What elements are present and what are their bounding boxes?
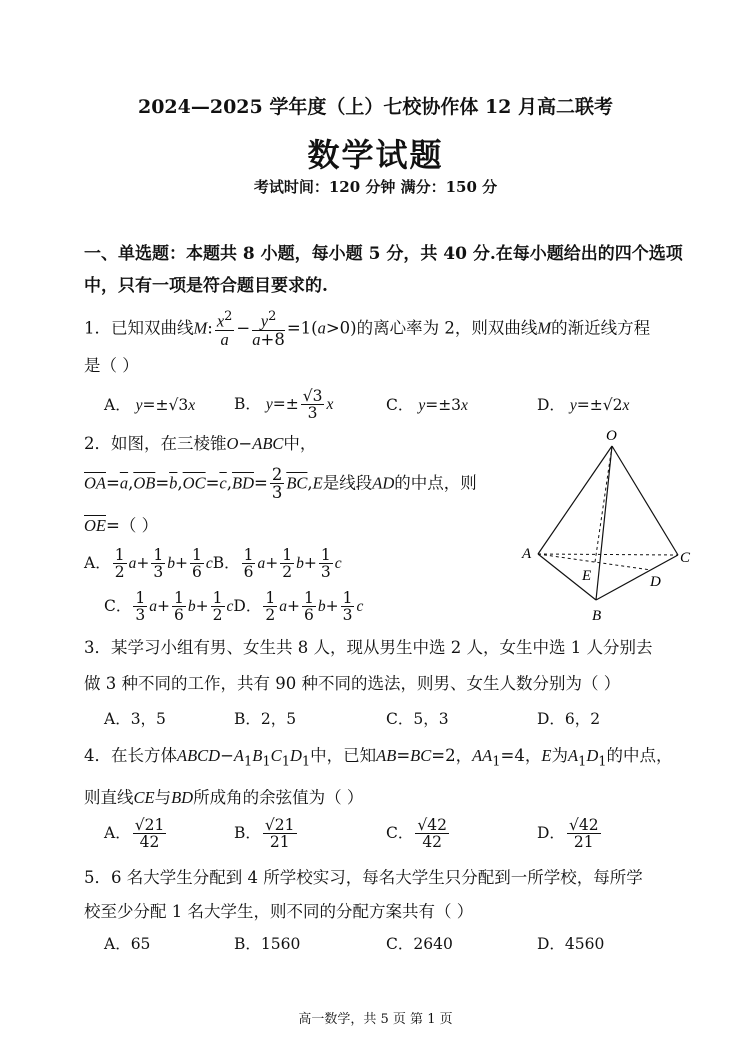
exam-info: 考试时间：120 分钟 满分：150 分 [253,178,498,196]
q3-option-a: A．3，5 [104,710,166,728]
question-1-line2: 是（ ） [84,356,139,375]
section-heading: 一、单选题：本题共 8 小题，每小题 5 分，共 40 分.在每小题给出的四个选项中，只有一项是符合题目要求的. [84,244,683,296]
q2-option-a-b: A． $\frac{1}{2}$ a+ $\frac{1}{3}$ b+ $\frac{1}{6}$ cB． $\frac{1}{6}$ a+ $\frac{1}{2}$ b+ $\frac{1}{3}$ c [84,546,342,582]
question-5-line2: 校至少分配 1 名大学生，则不同的分配方案共有（ ） [84,902,474,921]
q3-option-b: B．2，5 [234,710,297,728]
label-b: B [592,608,602,624]
question-3-line2: 做 3 种不同的工作，共有 90 种不同的选法，则男、女生人数分别为（ ） [84,674,621,693]
page-footer: 高一数学，共 5 页 第 1 页 [298,1012,453,1027]
question-4-line1: 4．在长方体$ABCD-A_1B_1C_1D_1$中，已知AB=BC=2，$AA_1=4$，E为$A_1D_1$的中点， [84,746,673,770]
label-a: A [522,546,532,562]
q1-option-c: C． y=±3x [386,396,468,414]
subject-title: 数学试题 [307,136,444,174]
q4-option-c: C． $\frac{√42}{42}$ [386,816,447,852]
question-2-line1: 2．如图，在三棱锥O−ABC中， [84,434,317,453]
q1-option-d: D． y=±√2x [537,396,630,414]
label-c: C [680,550,691,566]
q4-option-b: B． $\frac{√21}{21}$ [234,816,295,852]
question-5-line1: 5．6 名大学生分配到 4 所学校实习，每名大学生只分配到一所学校，每所学 [84,868,643,887]
question-2-line2: $\overline{OA}=\overline{a},\overline{OB}=\overline{b},\overline{OC}=\overline{c},\overline{BD}=$ $\frac{2}{3}$ $\overline{BC},E$是线段AD的中点，则 [84,465,477,503]
question-3-line1: 3．某学习小组有男、女生共 8 人，现从男生中选 2 人，女生中选 1 人分别去 [84,638,653,657]
q5-option-b: B．1560 [234,935,301,953]
q5-option-d: D．4560 [537,935,605,953]
q2-option-c-d: C． $\frac{1}{3}$ a+ $\frac{1}{6}$ b+ $\frac{1}{2}$ cD． $\frac{1}{2}$ a+ $\frac{1}{6}$ b+ $\frac{1}{3}$ c [104,589,364,625]
pyramid-figure [510,420,700,630]
label-e: E [582,568,592,584]
q1-option-a: A． y=±√3x [104,396,196,414]
q3-option-d: D．6，2 [537,710,601,728]
q5-option-a: A．65 [104,935,151,953]
label-d: D [650,574,661,590]
q4-option-a: A． $\frac{√21}{42}$ [104,816,165,852]
question-2-line3: $\overline{OE}=$（ ） [84,516,159,535]
q3-option-c: C．5，3 [386,710,449,728]
question-1-line1: 1．已知双曲线M: $\frac{x^2}{a}$ − $\frac{y^2}{a+8}$ =1(a>0)的离心率为 2，则双曲线M的渐近线方程 [84,309,651,349]
q5-option-c: C．2640 [386,935,453,953]
exam-title: 2024—2025 学年度（上）七校协作体 12 月高二联考 [137,96,614,118]
label-o: O [606,428,617,444]
question-4-line2: 则直线CE与BD所成角的余弦值为（ ） [84,788,364,807]
q4-option-d: D． $\frac{√42}{21}$ [537,816,599,852]
q1-option-b: B． y=± $\frac{√3}{3}$ x [234,387,334,423]
